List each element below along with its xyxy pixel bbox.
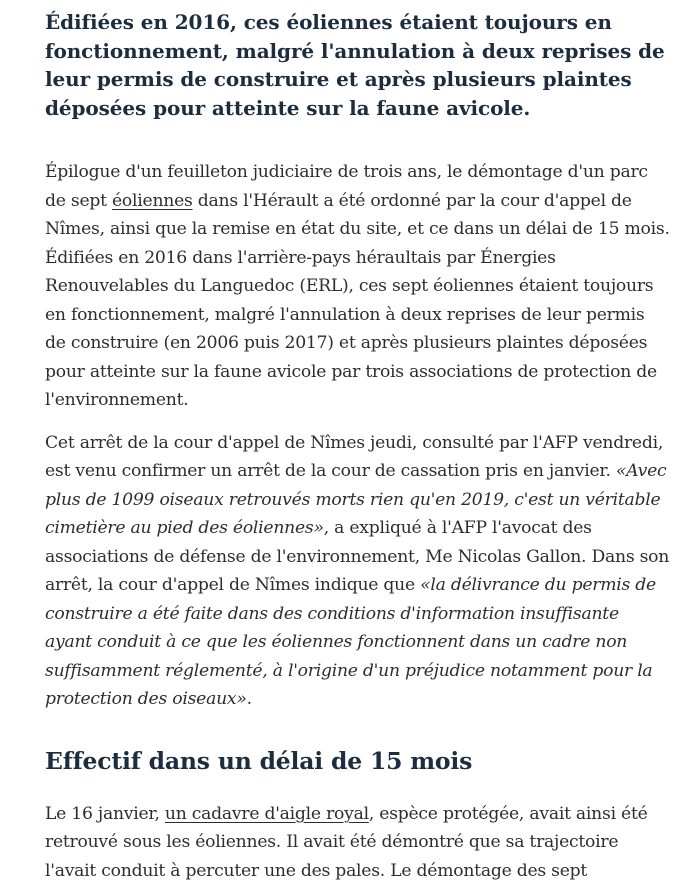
paragraph-3 <box>45 800 670 885</box>
paragraph-2-intro: Cet arrêt de la cour d'appel de Nîmes jeudi, consulté par l'AFP vendredi, est venu confirmer un arrêt de la cour de cassation pris en janvier. <box>45 433 663 482</box>
aigle-royal-link[interactable]: un cadavre d'aigle royal <box>165 804 369 824</box>
article-lead: Édifiées en 2016, ces éoliennes étaient toujours en fonctionnement, malgré l'annulation à deux reprises de leur permis de construire et après plusieurs plaintes déposées pour atteinte sur la faune avicole. <box>45 8 670 122</box>
paragraph-3-text-a: Le 16 janvier, <box>45 804 165 824</box>
eoliennes-link[interactable]: éoliennes <box>112 191 193 211</box>
paragraph-2 <box>45 429 670 714</box>
paragraph-1-text-b: dans l'Hérault a été ordonné par la cour d'appel de Nîmes, ainsi que la remise en état du site, et ce dans un délai de 15 mois. Édifiées en 2016 dans l'arrière-pays héraultais par Énergies Renouvelables du Languedoc (ERL), ces sept éoliennes étaient toujours en fonctionnement, malgré l'annulation à deux reprises de leur permis de construire (en 2006 puis 2017) et après plusieurs plaintes déposées pour atteinte sur la faune avicole par trois associations de protection de l'environnement. <box>45 191 670 411</box>
paragraph-3-text-b: , espèce protégée, avait ainsi été retrouvé sous les éoliennes. Il avait été démontré que sa trajectoire l'avait conduit à percuter une des pales. Le démontage des sept <box>45 804 648 881</box>
lawyer-quote: «Avec plus de 1099 oiseaux retrouvés morts rien qu'en 2019, c'est un véritable cimetière au pied des éoliennes» <box>45 461 666 538</box>
paragraph-2-end: . <box>247 689 252 709</box>
court-quote: «la délivrance du permis de construire a été faite dans des conditions d'information insuffisante ayant conduit à ce que les éoliennes fonctionnent dans un cadre non suffisamment réglementé, à l'origine d'un préjudice notamment pour la protection des oiseaux» <box>45 575 656 709</box>
article-body <box>45 8 670 885</box>
paragraph-2-middle: , a expliqué à l'AFP l'avocat des associations de défense de l'environnement, Me Nicolas Gallon. Dans son arrêt, la cour d'appel de Nîmes indique que <box>45 518 669 595</box>
paragraph-1 <box>45 158 670 415</box>
paragraph-1-text-a: Épilogue d'un feuilleton judiciaire de trois ans, le démontage d'un parc de sept <box>45 162 648 211</box>
section-heading: Effectif dans un délai de 15 mois <box>45 738 670 784</box>
